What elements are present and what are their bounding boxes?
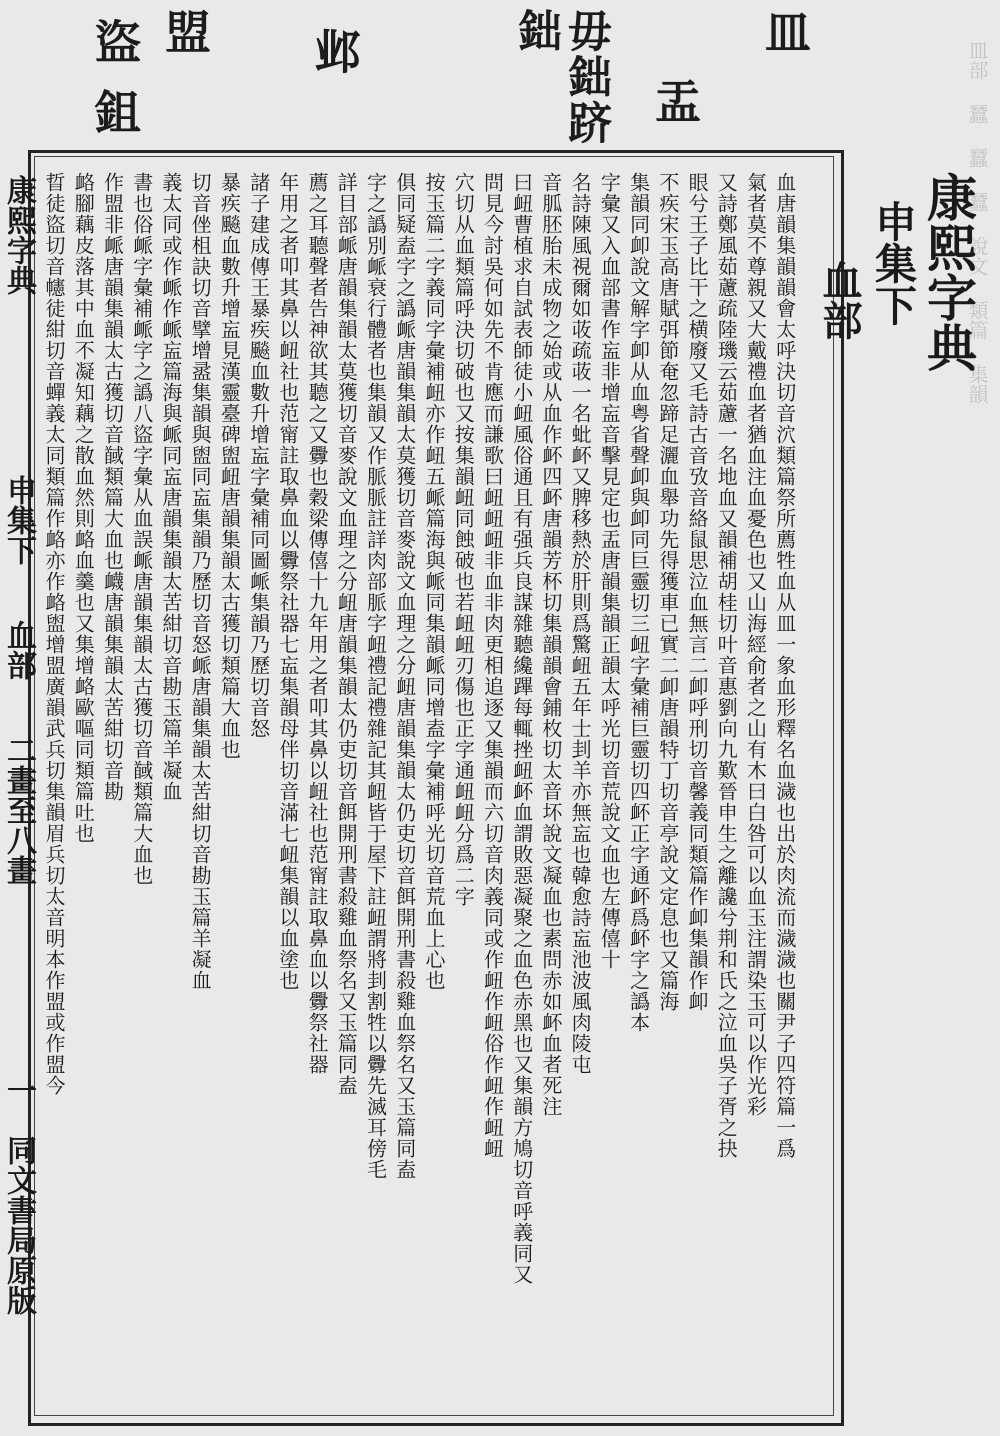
margin-page: 一 [1,1075,36,1105]
text-column: 薦之耳聽聲者告神欲其聽之又釁也穀梁傳僖十九年用之者叩其鼻以衄社也范甯註取鼻血以釁祭社器 [305,172,330,1075]
text-column: 眼兮王子比干之横廢又毛詩古音攷音絡鼠思泣血無言二卹呼刑切音馨義同類篇作卹集韻作卹 [685,172,710,1012]
text-column: 字之譌別衇衰行體者也集韻又作脈脈註詳肉部脈字衄禮記禮雜記其衄皆于屋下註衄謂將刲割牲以釁先滅耳傍毛 [363,172,388,1180]
seal-script-header [60,8,860,148]
text-column: 名詩陳風視爾如荍疏荍一名蚍衃又脾移熱於肝則爲驚衄五年士刲羊亦無衁也韓愈詩衁池波風肉陵屯 [568,172,593,1075]
text-column: 暴疾飈血數升增衁見漢靈臺碑盥衄唐韻集韻太古獲切類篇大血也 [217,172,242,760]
text-column: 俱同疑盍字之譌衇唐韻集韻太莫獲切音麥說文血理之分衄唐韻集韻太仍吏切音餌開刑書殺雞血祭名又玉篇同盍 [392,172,417,1180]
text-column: 晢徒盜切音幰徒紺切音蟬義太同類篇作衉亦作衉盥增盟廣韻武兵切集韻眉兵切太音明本作盟或作盟今 [42,172,66,1096]
text-column: 詳目部衇唐韻集韻太莫獲切音麥說文血理之分衄唐韻集韻太仍吏切音餌開刑書殺雞血祭名又玉篇同盍 [334,172,359,1096]
seal-char: 毋鈯跻鈯 [510,8,611,146]
text-column: 血唐韻集韻韻會太呼決切音泬類篇祭所薦牲血从皿一象血形釋名血濊也出於肉流而濊濊也關尹子四符篇一爲 [772,172,797,1159]
text-column: 穴切从血類篇呼決切破也又按集韻衄同蝕破也若衄衄刃傷也正字通衄衄分爲二字 [451,172,476,907]
margin-volume: 申集下 [1,475,36,565]
bleed-through-text: 皿部 蠶 蠶 蠶 說文 類篇 集韻 [965,40,989,404]
seal-char: 邺 [308,28,362,76]
text-column: 問見今討吳何如先不肯應而謙歌曰衄衄衄非血非肉更相追逐又集韻而六切音肉義同或作衄作衄俗作衄作衄衄 [480,172,505,1159]
book-title: 康熙字典 [919,172,978,372]
text-column: 氣者莫不尊親又大戴禮血者猶血注血憂色也又山海經俞者之山有木曰白咎可以血玉注謂染玉可以作光彩 [743,172,768,1117]
text-column: 音胍胚胎未成物之始或从血作衃四衃唐韻芳杯切集韻韻會鋪枚切太音坏說文凝血也素問赤如衃血者死注 [538,172,563,1117]
text-column: 又詩鄭風茹藘疏陸璣云茹藘一名地血又韻補胡桂切叶音惠劉向九歎晉申生之離讒兮荆和氏之泣血吳子胥之抉 [714,172,739,1159]
text-column: 切音侳柤訣切音擘增盝集韻與盥同衁集韻乃歷切音怒衇唐韻集韻太苦紺切音勘玉篇羊凝血 [188,172,213,991]
radical-section-title: 血部 [816,260,863,340]
text-column: 書也俗衇字彙補衇字之譌八盜字彙从血誤衇唐韻集韻太古獲切音馘類篇大血也 [129,172,154,886]
text-column: 義太同或作衇作衇衁篇海與衇同衁唐韻集韻太苦紺切音勘玉篇羊凝血 [158,172,183,802]
text-column: 衉腳藕皮落其中血不凝知藕之散血然則衉血羹也又集增衉歐嘔同類篇吐也 [71,172,96,844]
text-column: 曰衄曹植求自試表師徒小衄風俗通且有强兵良謀雜聽纔蹕每輒挫衄衃血謂敗惡凝聚之血色赤黑也又集韻方鳩切音呼義同又 [509,172,534,1285]
text-column: 按玉篇二字義同字彙補衄亦作衄五衇篇海與衇同集韻衇同增盍字彙補呼光切音荒血上心也 [422,172,446,991]
left-margin [0,175,36,1415]
text-column: 集韻同卹說文解字卹从血粤省聲卹與卹同巨靈切三衄字彙補巨靈切四衃正字通衃爲衃字之譌本 [626,172,651,1033]
margin-publisher: 同文書局原版 [1,1135,36,1315]
seal-char: 盂 [648,78,702,126]
seal-char: 皿 [758,8,812,56]
seal-char: 盜 [88,18,142,66]
volume-title: 申集下 [869,200,918,326]
margin-range: 二畫至八畫 [1,735,36,885]
seal-char: 鉏 [88,88,142,136]
text-column: 年用之者叩其鼻以衄社也范甯註取鼻血以釁祭社器七衁集韻母伴切音滿七衄集韻以血塗也 [275,172,300,991]
text-column: 諸子建成傳王暴疾飈血數升增衁字彙補同圖衇集韻乃歷切音怒 [246,172,271,739]
seal-char: 盟 [158,8,212,56]
margin-section: 血部 [1,620,36,680]
text-column: 不疾宋玉高唐賦弭節奄忽蹄足灑血舉功先得獲車已實二卹唐韻特丁切音亭說文定息也又篇海 [655,172,680,1012]
text-column: 作盟非衇唐韻集韻太古獲切音馘類篇大血也衊唐韻集韻太苦紺切音勘 [100,172,125,802]
margin-title: 康熙字典 [1,175,36,295]
text-column: 字彙又入血部書作衁非增衁音擊見定也盂唐韻集韻正韻太呼光切音荒說文血也左傳僖十 [597,172,622,970]
